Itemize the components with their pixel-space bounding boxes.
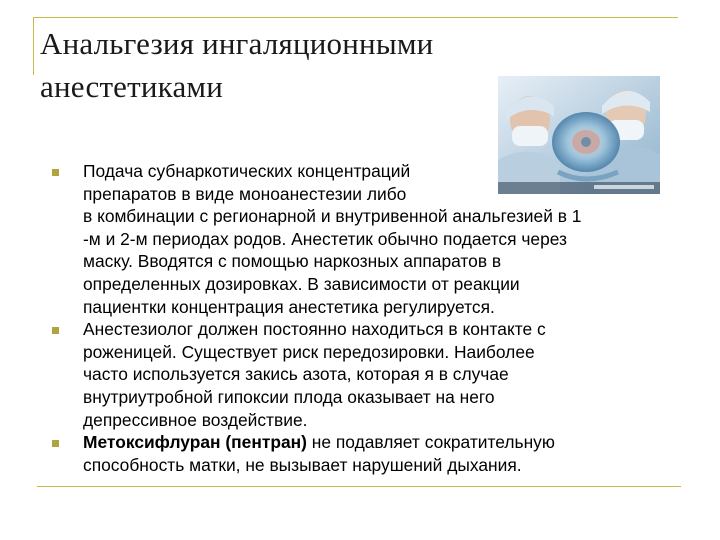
- bullet-3-line-1-rest: не подавляет сократительную: [306, 432, 555, 453]
- bullet-2-line-2: роженицей. Существует риск передозировки. Наиболее: [83, 341, 535, 362]
- bullet-1-line-4: -м и 2-м периодах родов. Анестетик обычно подается через: [83, 228, 568, 249]
- square-bullet-icon: [52, 327, 59, 334]
- bullet-2-line-5: депрессивное воздействие.: [83, 409, 308, 430]
- slide-title: [40, 22, 500, 108]
- bullet-item-1: [52, 160, 692, 318]
- title-line-2: анестетиками: [40, 69, 224, 104]
- bottom-rule: [37, 486, 681, 487]
- bullet-1-line-1: Подача субнаркотических концентраций: [83, 161, 411, 181]
- bullet-3-line-2: способность матки, не вызывает нарушений дыхания.: [83, 454, 522, 475]
- bullet-1-line-3: в комбинации с регионарной и внутривенной анальгезией в 1: [83, 206, 582, 227]
- square-bullet-icon: [52, 169, 59, 176]
- frame-top-line: [33, 17, 678, 18]
- bullet-item-3: [52, 431, 692, 476]
- bullet-2-line-3: часто используется закись азота, которая я в случае: [83, 364, 509, 385]
- bullet-1-line-5: маску. Вводятся с помощью наркозных аппаратов в: [83, 251, 502, 272]
- bullet-list: [52, 160, 692, 476]
- bullet-3-bold-term: Метоксифлуран (пентран): [83, 432, 307, 453]
- frame-left-line: [33, 17, 34, 75]
- bullet-1-line-7: пациентки концентрация анестетика регулируется.: [83, 296, 495, 317]
- bullet-3-line-1: [83, 431, 692, 454]
- square-bullet-icon: [52, 440, 59, 447]
- bullet-2-line-4: внутриутробной гипоксии плода оказывает на него: [83, 386, 495, 407]
- title-line-1: Анальгезия ингаляционными: [40, 26, 434, 61]
- bullet-item-2: [52, 318, 692, 431]
- bullet-2-line-1: Анестезиолог должен постоянно находиться в контакте с: [83, 319, 546, 340]
- bullet-1-line-2: препаратов в виде моноанестезии либо: [83, 183, 407, 204]
- bullet-1-line-6: определенных дозировках. В зависимости от реакции: [83, 273, 520, 294]
